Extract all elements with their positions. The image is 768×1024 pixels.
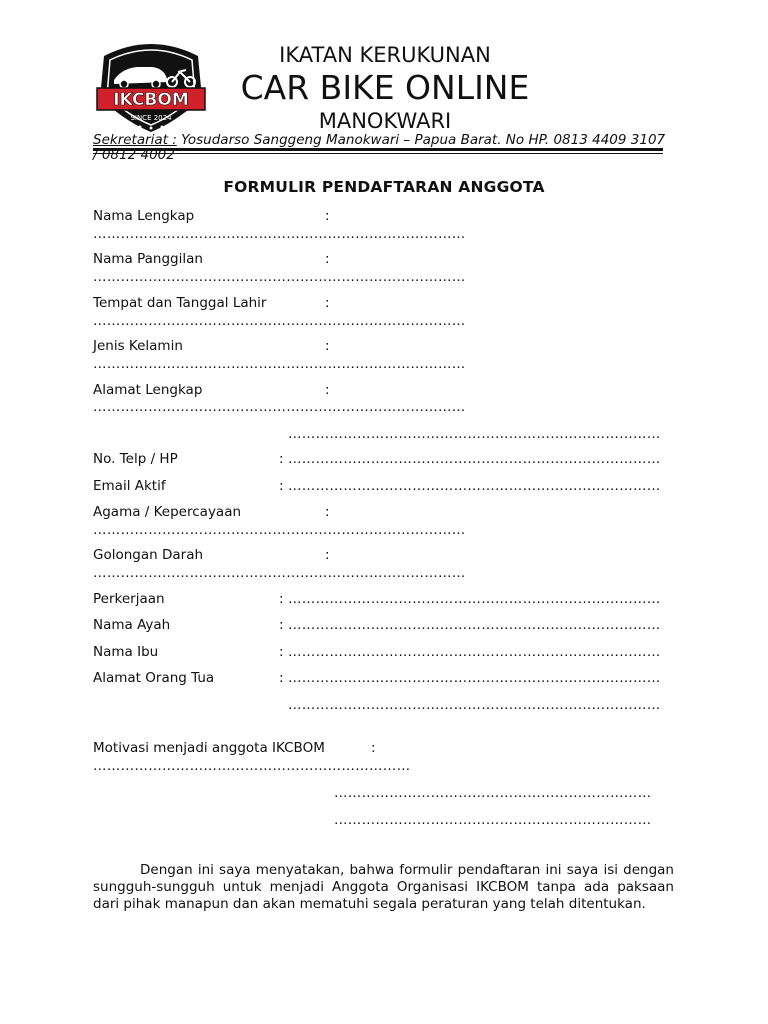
label-motivasi: Motivasi menjadi anggota IKCBOM (93, 740, 325, 756)
label-nama-lengkap: Nama Lengkap (93, 208, 195, 224)
colon: : (325, 251, 330, 267)
label-nama-ayah: Nama Ayah (93, 617, 171, 633)
colon: : (279, 644, 284, 660)
label-telp: No. Telp / HP (93, 451, 178, 467)
colon: : (325, 208, 330, 224)
colon: : (325, 338, 330, 354)
statement-paragraph: Dengan ini saya menyatakan, bahwa formulir pendaftaran ini saya isi dengan sungguh-sungguh untuk menjadi Anggota Organisasi IKCBOM tanpa ada paksaan dari pihak manapun dan akan mematuhi segala peraturan yang telah ditentukan. (93, 862, 674, 912)
colon: : (325, 382, 330, 398)
field-nama-panggilan[interactable]: ……………………………………………………………………… (93, 269, 466, 285)
colon: : (279, 451, 284, 467)
field-motivasi-2[interactable]: …………………………………………………………… (334, 785, 652, 801)
header-line-3: MANOKWARI (318, 109, 452, 133)
field-alamat-2[interactable]: ……………………………………………………………………… (288, 426, 661, 442)
address-text: Yosudarso Sanggeng Manokwari – Papua Barat. No HP. 0813 4409 3107 / 0812 4002 (93, 132, 666, 163)
label-email: Email Aktif (93, 478, 166, 494)
colon: : (279, 670, 284, 686)
field-motivasi-1[interactable]: …………………………………………………………… (93, 758, 411, 774)
field-email[interactable]: ……………………………………………………………………… (288, 478, 661, 494)
field-telp[interactable]: ……………………………………………………………………… (288, 451, 661, 467)
label-alamat-ortu: Alamat Orang Tua (93, 670, 215, 686)
form-title: FORMULIR PENDAFTARAN ANGGOTA (223, 178, 545, 196)
header-rule-thin (93, 153, 663, 154)
colon: : (325, 504, 330, 520)
label-golongan-darah: Golongan Darah (93, 547, 204, 563)
colon: : (325, 547, 330, 563)
colon: : (279, 591, 284, 607)
field-pekerjaan[interactable]: ……………………………………………………………………… (288, 591, 661, 607)
label-alamat: Alamat Lengkap (93, 382, 203, 398)
field-motivasi-3[interactable]: …………………………………………………………… (334, 812, 652, 828)
colon: : (371, 740, 376, 756)
ikcbom-logo (94, 36, 208, 134)
label-nama-ibu: Nama Ibu (93, 644, 159, 660)
colon: : (279, 478, 284, 494)
field-nama-ayah[interactable]: ……………………………………………………………………… (288, 617, 661, 633)
label-agama: Agama / Kepercayaan (93, 504, 242, 520)
header-rule-thick (93, 148, 663, 151)
label-nama-panggilan: Nama Panggilan (93, 251, 203, 267)
field-alamat-1[interactable]: ……………………………………………………………………… (93, 399, 466, 415)
field-alamat-ortu-1[interactable]: ……………………………………………………………………… (288, 670, 661, 686)
field-nama-lengkap[interactable]: ……………………………………………………………………… (93, 226, 466, 242)
colon: : (325, 295, 330, 311)
logo-text: IKCBOM (113, 90, 189, 110)
header-line-2: CAR BIKE ONLINE (240, 68, 530, 107)
label-pekerjaan: Perkerjaan (93, 591, 165, 607)
label-jenis-kelamin: Jenis Kelamin (93, 338, 183, 354)
field-agama[interactable]: ……………………………………………………………………… (93, 522, 466, 538)
field-ttl[interactable]: ……………………………………………………………………… (93, 313, 466, 329)
colon: : (279, 617, 284, 633)
field-jenis-kelamin[interactable]: ……………………………………………………………………… (93, 356, 466, 372)
field-golongan-darah[interactable]: ……………………………………………………………………… (93, 565, 466, 581)
header-line-1: IKATAN KERUKUNAN (279, 43, 491, 67)
address-label: Sekretariat : (93, 132, 177, 148)
field-nama-ibu[interactable]: ……………………………………………………………………… (288, 644, 661, 660)
label-ttl: Tempat dan Tanggal Lahir (93, 295, 267, 311)
logo-since: SINCE 2024 (130, 114, 172, 122)
field-alamat-ortu-2[interactable]: ……………………………………………………………………… (288, 697, 661, 713)
